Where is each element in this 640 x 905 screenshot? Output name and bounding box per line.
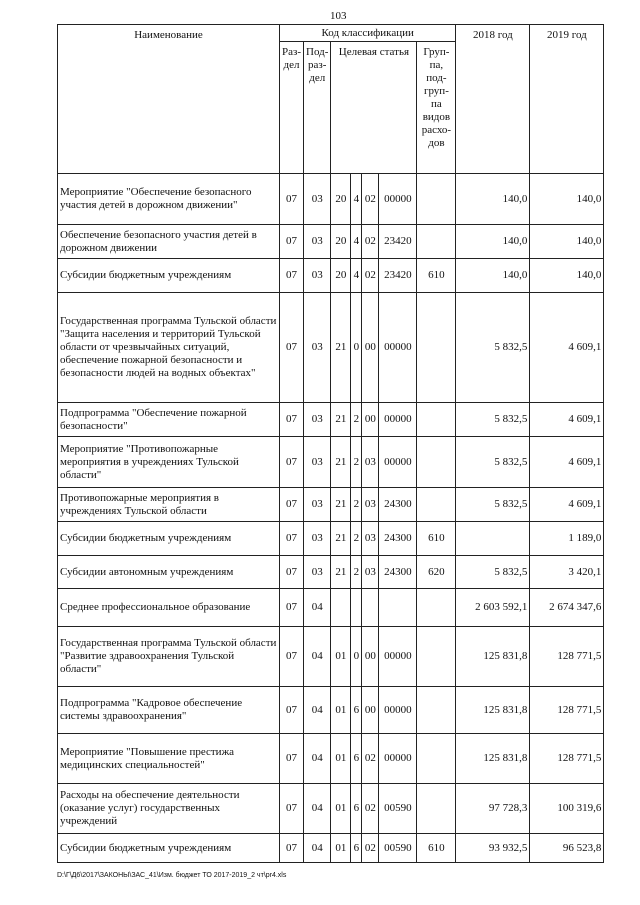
table-cell-section: 07	[280, 403, 304, 437]
table-cell-2019: 1 189,0	[530, 522, 604, 556]
table-cell-2019: 2 674 347,6	[530, 589, 604, 627]
table-cell-target-1: 20	[331, 174, 351, 225]
table-cell-target-1: 01	[331, 734, 351, 784]
table-cell-expense-group: 620	[417, 556, 456, 589]
table-cell-section: 07	[280, 589, 304, 627]
table-cell-2018: 2 603 592,1	[456, 589, 530, 627]
table-cell-2018: 140,0	[456, 259, 530, 293]
table-cell-2018: 125 831,8	[456, 687, 530, 734]
table-cell-target-3: 00	[362, 687, 379, 734]
table-cell-section: 07	[280, 834, 304, 863]
table-cell-target-2: 0	[351, 293, 362, 403]
table-cell-expense-group	[417, 589, 456, 627]
table-cell-subsection: 04	[304, 784, 331, 834]
table-cell-target-4: 00000	[379, 627, 417, 687]
table-cell-target-2: 4	[351, 225, 362, 259]
table-row	[58, 293, 604, 403]
budget-table	[57, 24, 604, 863]
table-cell-2019: 4 609,1	[530, 488, 604, 522]
table-cell-target-1: 01	[331, 687, 351, 734]
table-cell-target-2: 6	[351, 687, 362, 734]
table-cell-target-2: 6	[351, 784, 362, 834]
table-cell-target-3: 03	[362, 556, 379, 589]
table-cell-expense-group	[417, 784, 456, 834]
table-cell-2018: 140,0	[456, 225, 530, 259]
table-cell-target-3: 02	[362, 734, 379, 784]
table-cell-2019: 140,0	[530, 259, 604, 293]
table-cell-name: Подпрограмма "Кадровое обеспечение системы здравоохранения"	[58, 687, 280, 734]
table-cell-target-2: 6	[351, 734, 362, 784]
table-cell-target-1: 20	[331, 259, 351, 293]
table-cell-subsection: 04	[304, 687, 331, 734]
table-cell-expense-group	[417, 293, 456, 403]
page-number: 103	[330, 10, 347, 22]
table-cell-target-3: 00	[362, 293, 379, 403]
table-cell-subsection: 03	[304, 403, 331, 437]
header-year-2018: 2018 год	[456, 25, 530, 174]
table-cell-section: 07	[280, 293, 304, 403]
table-cell-target-3: 02	[362, 259, 379, 293]
table-cell-target-1: 21	[331, 488, 351, 522]
table-cell-name: Государственная программа Тульской области "Развитие здравоохранения Тульской области"	[58, 627, 280, 687]
table-cell-target-1: 20	[331, 225, 351, 259]
table-cell-section: 07	[280, 225, 304, 259]
table-cell-target-4: 23420	[379, 225, 417, 259]
table-cell-target-3	[362, 589, 379, 627]
table-cell-subsection: 03	[304, 556, 331, 589]
header-year-2019: 2019 год	[530, 25, 604, 174]
table-cell-2019: 140,0	[530, 174, 604, 225]
table-cell-2019: 4 609,1	[530, 403, 604, 437]
table-cell-2018: 140,0	[456, 174, 530, 225]
table-cell-target-4: 00000	[379, 293, 417, 403]
file-path-footer: D:\Г\Д6\2017\ЗАКОНЫ\ЗАС_41\Изм. бюджет ТО 2017-2019_2 чт\pr4.xls	[57, 872, 287, 879]
table-cell-section: 07	[280, 734, 304, 784]
table-cell-target-1: 01	[331, 627, 351, 687]
table-cell-target-3: 02	[362, 174, 379, 225]
table-cell-target-4: 00000	[379, 174, 417, 225]
table-cell-target-3: 02	[362, 225, 379, 259]
table-cell-target-3: 03	[362, 522, 379, 556]
table-cell-target-1: 21	[331, 556, 351, 589]
table-cell-target-4: 00590	[379, 834, 417, 863]
table-cell-expense-group: 610	[417, 259, 456, 293]
table-cell-target-4: 24300	[379, 556, 417, 589]
table-row	[58, 259, 604, 293]
table-cell-target-1: 21	[331, 293, 351, 403]
table-row	[58, 522, 604, 556]
table-cell-2018	[456, 522, 530, 556]
table-cell-target-1: 01	[331, 784, 351, 834]
table-row	[58, 784, 604, 834]
table-cell-2019: 100 319,6	[530, 784, 604, 834]
table-cell-name: Субсидии бюджетным учреждениям	[58, 522, 280, 556]
table-row	[58, 174, 604, 225]
table-row	[58, 834, 604, 863]
table-cell-target-4	[379, 589, 417, 627]
table-cell-target-2: 2	[351, 488, 362, 522]
table-cell-target-2: 2	[351, 437, 362, 488]
table-cell-name: Субсидии автономным учреждениям	[58, 556, 280, 589]
table-cell-expense-group	[417, 687, 456, 734]
table-cell-name: Субсидии бюджетным учреждениям	[58, 259, 280, 293]
table-cell-2019: 140,0	[530, 225, 604, 259]
table-cell-2019: 128 771,5	[530, 734, 604, 784]
table-cell-2018: 5 832,5	[456, 293, 530, 403]
table-cell-section: 07	[280, 784, 304, 834]
table-cell-subsection: 03	[304, 259, 331, 293]
table-row	[58, 556, 604, 589]
table-cell-2018: 5 832,5	[456, 488, 530, 522]
table-row	[58, 589, 604, 627]
table-cell-2019: 3 420,1	[530, 556, 604, 589]
table-cell-subsection: 03	[304, 174, 331, 225]
table-cell-target-1: 21	[331, 403, 351, 437]
table-cell-target-4: 24300	[379, 488, 417, 522]
table-cell-subsection: 04	[304, 734, 331, 784]
table-cell-expense-group: 610	[417, 522, 456, 556]
table-cell-section: 07	[280, 556, 304, 589]
table-cell-name: Государственная программа Тульской области "Защита населения и территорий Тульской области от чрезвычайных ситуаций, обеспечение пожарной безопасности и безопасности людей на водных объектах"	[58, 293, 280, 403]
header-expense-group: Груп- па, под- груп- па видов расхо- дов	[417, 42, 456, 174]
table-cell-2019: 128 771,5	[530, 687, 604, 734]
table-cell-target-3: 03	[362, 488, 379, 522]
table-cell-target-2: 4	[351, 174, 362, 225]
table-cell-name: Подпрограмма "Обеспечение пожарной безопасности"	[58, 403, 280, 437]
table-cell-subsection: 04	[304, 834, 331, 863]
table-cell-section: 07	[280, 687, 304, 734]
table-cell-2018: 125 831,8	[456, 627, 530, 687]
table-cell-section: 07	[280, 627, 304, 687]
table-cell-expense-group: 610	[417, 834, 456, 863]
table-cell-target-3: 00	[362, 627, 379, 687]
table-row	[58, 225, 604, 259]
table-row	[58, 734, 604, 784]
table-cell-2019: 96 523,8	[530, 834, 604, 863]
table-cell-2019: 128 771,5	[530, 627, 604, 687]
table-cell-section: 07	[280, 522, 304, 556]
table-cell-target-4: 00590	[379, 784, 417, 834]
table-row	[58, 488, 604, 522]
table-cell-2019: 4 609,1	[530, 293, 604, 403]
header-code-group: Код классификации	[280, 25, 456, 42]
table-cell-target-4: 00000	[379, 437, 417, 488]
table-cell-2018: 97 728,3	[456, 784, 530, 834]
table-row	[58, 687, 604, 734]
table-cell-target-2: 0	[351, 627, 362, 687]
table-cell-expense-group	[417, 174, 456, 225]
table-cell-subsection: 03	[304, 293, 331, 403]
table-cell-target-1: 21	[331, 437, 351, 488]
table-cell-2018: 5 832,5	[456, 403, 530, 437]
table-cell-target-2: 6	[351, 834, 362, 863]
table-row	[58, 403, 604, 437]
header-target-article: Целевая статья	[331, 42, 417, 174]
table-cell-subsection: 03	[304, 488, 331, 522]
table-cell-name: Среднее профессиональное образование	[58, 589, 280, 627]
table-cell-name: Обеспечение безопасного участия детей в дорожном движении	[58, 225, 280, 259]
table-cell-target-3: 03	[362, 437, 379, 488]
table-cell-target-2: 2	[351, 556, 362, 589]
table-cell-section: 07	[280, 259, 304, 293]
table-cell-2019: 4 609,1	[530, 437, 604, 488]
header-section: Раз- дел	[280, 42, 304, 174]
table-cell-expense-group	[417, 488, 456, 522]
table-cell-target-2	[351, 589, 362, 627]
table-cell-2018: 93 932,5	[456, 834, 530, 863]
table-row	[58, 437, 604, 488]
table-cell-expense-group	[417, 225, 456, 259]
table-cell-target-3: 00	[362, 403, 379, 437]
table-cell-target-4: 00000	[379, 687, 417, 734]
table-cell-subsection: 04	[304, 589, 331, 627]
table-cell-name: Противопожарные мероприятия в учреждениях Тульской области	[58, 488, 280, 522]
table-cell-subsection: 03	[304, 437, 331, 488]
table-cell-name: Субсидии бюджетным учреждениям	[58, 834, 280, 863]
table-cell-2018: 5 832,5	[456, 437, 530, 488]
table-cell-target-4: 00000	[379, 734, 417, 784]
table-cell-target-2: 4	[351, 259, 362, 293]
table-cell-target-1: 01	[331, 834, 351, 863]
table-cell-expense-group	[417, 734, 456, 784]
table-cell-name: Расходы на обеспечение деятельности (оказание услуг) государственных учреждений	[58, 784, 280, 834]
table-cell-name: Мероприятие "Повышение престижа медицинских специальностей"	[58, 734, 280, 784]
table-cell-expense-group	[417, 627, 456, 687]
header-name: Наименование	[58, 25, 280, 174]
table-row	[58, 627, 604, 687]
table-cell-section: 07	[280, 437, 304, 488]
table-cell-subsection: 03	[304, 522, 331, 556]
table-cell-target-4: 24300	[379, 522, 417, 556]
table-cell-target-4: 23420	[379, 259, 417, 293]
table-cell-target-3: 02	[362, 784, 379, 834]
table-cell-target-1: 21	[331, 522, 351, 556]
table-cell-target-2: 2	[351, 403, 362, 437]
table-cell-2018: 125 831,8	[456, 734, 530, 784]
table-cell-name: Мероприятие "Обеспечение безопасного участия детей в дорожном движении"	[58, 174, 280, 225]
table-cell-2018: 5 832,5	[456, 556, 530, 589]
table-cell-target-4: 00000	[379, 403, 417, 437]
table-cell-subsection: 03	[304, 225, 331, 259]
table-cell-section: 07	[280, 174, 304, 225]
table-cell-target-2: 2	[351, 522, 362, 556]
table-cell-subsection: 04	[304, 627, 331, 687]
table-cell-expense-group	[417, 437, 456, 488]
header-subsection: Под- раз- дел	[304, 42, 331, 174]
table-cell-section: 07	[280, 488, 304, 522]
table-cell-target-3: 02	[362, 834, 379, 863]
table-cell-name: Мероприятие "Противопожарные мероприятия в учреждениях Тульской области"	[58, 437, 280, 488]
table-cell-expense-group	[417, 403, 456, 437]
table-cell-target-1	[331, 589, 351, 627]
